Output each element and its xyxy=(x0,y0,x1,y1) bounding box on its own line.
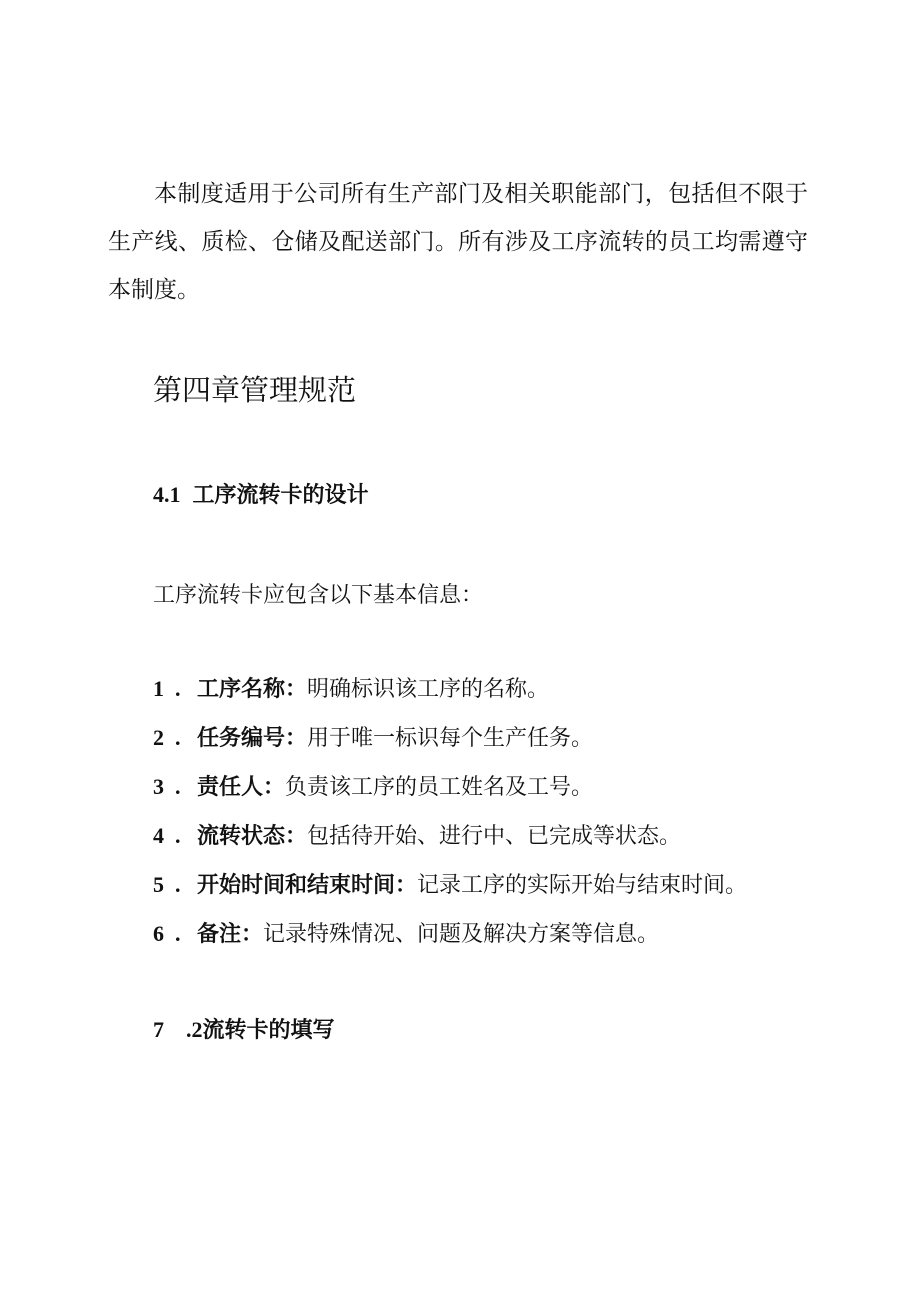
item-term: 责任人： xyxy=(197,775,286,800)
list-item xyxy=(153,770,747,819)
item-separator: . xyxy=(175,921,181,946)
item-term: 工序名称： xyxy=(197,677,308,702)
item-description: 包括待开始、进行中、已完成等状态。 xyxy=(307,824,682,849)
section-number: 4.1 xyxy=(153,482,181,507)
item-description: 记录特殊情况、问题及解决方案等信息。 xyxy=(263,922,660,947)
section-heading-7-2 xyxy=(153,1013,335,1044)
item-number: 6 xyxy=(153,921,164,946)
section-number: 7 .2 xyxy=(153,1017,203,1042)
chapter-title: 第四章管理规范 xyxy=(153,373,357,407)
item-number: 3 xyxy=(153,774,164,799)
section-title: 流转卡的填写 xyxy=(202,1018,335,1043)
list-item xyxy=(153,721,747,770)
item-description: 用于唯一标识每个生产任务。 xyxy=(307,726,594,751)
item-separator: . xyxy=(175,872,181,897)
item-number: 4 xyxy=(153,823,164,848)
section-title: 工序流转卡的设计 xyxy=(192,483,369,508)
item-term: 开始时间和结束时间： xyxy=(197,873,418,898)
item-description: 明确标识该工序的名称。 xyxy=(307,677,550,702)
item-description: 记录工序的实际开始与结束时间。 xyxy=(417,873,748,898)
item-separator: . xyxy=(175,774,181,799)
item-term: 备注： xyxy=(197,922,264,947)
list-item xyxy=(153,672,747,721)
item-number: 2 xyxy=(153,725,164,750)
item-term: 任务编号： xyxy=(197,726,308,751)
item-number: 5 xyxy=(153,872,164,897)
scope-paragraph: 本制度适用于公司所有生产部门及相关职能部门，包括但不限于生产线、质检、仓储及配送部门。所有涉及工序流转的员工均需遵守本制度。 xyxy=(108,181,808,303)
list-intro-text: 工序流转卡应包含以下基本信息： xyxy=(153,583,484,608)
item-separator: . xyxy=(175,725,181,750)
item-separator: . xyxy=(175,676,181,701)
item-term: 流转状态： xyxy=(197,824,308,849)
list-item xyxy=(153,868,747,917)
list-item xyxy=(153,917,747,966)
item-description: 负责该工序的员工姓名及工号。 xyxy=(285,775,594,800)
item-separator: . xyxy=(175,823,181,848)
item-number: 1 xyxy=(153,676,164,701)
list-item xyxy=(153,819,747,868)
info-field-list xyxy=(153,672,747,966)
section-heading-4-1 xyxy=(153,478,369,509)
